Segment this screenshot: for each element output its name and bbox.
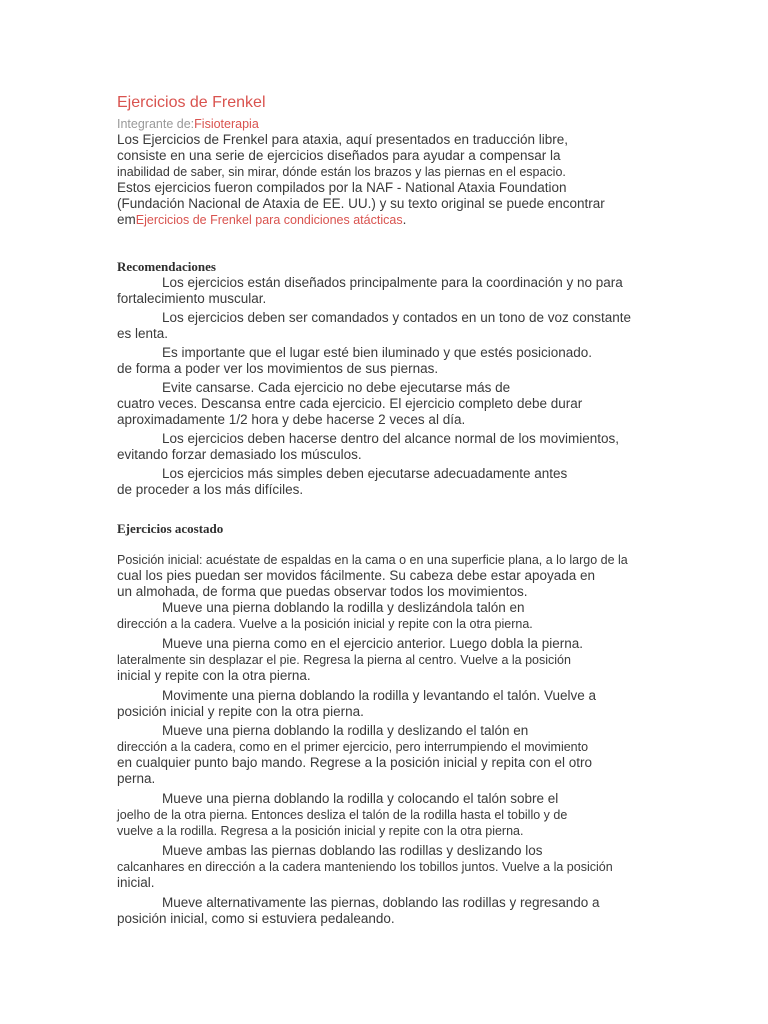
list-item: Los ejercicios más simples deben ejecutarse adecuadamente antes de proceder a los más difíciles.	[117, 466, 568, 497]
list-item: Mueve ambas las piernas doblando las rodillas y deslizando los calcanhares en dirección a la cadera manteniendo los tobillos juntos. Vuelve a la posición inicial.	[117, 843, 613, 890]
integrant-prefix: Integrante de:	[117, 117, 195, 131]
intro-line: consiste en una serie de ejercicios diseñados para ayudar a compensar la	[117, 148, 561, 163]
category-link[interactable]: Fisioterapia	[194, 117, 259, 131]
lying-exercises-list	[117, 600, 657, 927]
source-link[interactable]: Ejercicios de Frenkel para condiciones atácticas	[135, 213, 403, 227]
lying-intro: Posición inicial: acuéstate de espaldas en la cama o en una superficie plana, a lo largo de la cual los pies puedan ser movidos fácilmente. Su cabeza debe estar apoyada en un almohada, de forma que puedas observar todos los movimientos.	[117, 553, 628, 599]
section-heading-recommendations: Recomendaciones	[117, 259, 216, 274]
list-item: Evite cansarse. Cada ejercicio no debe ejecutarse más de cuatro veces. Descansa entre cada ejercicio. El ejercicio completo debe durar aproximadamente 1/2 hora y debe hacerse 2 veces al día.	[117, 380, 583, 427]
recommendations-list	[117, 275, 657, 517]
list-item: Movimente una pierna doblando la rodilla y levantando el talón. Vuelve a posición inicial y repite con la otra pierna.	[117, 688, 597, 719]
integrant-line	[117, 116, 657, 132]
list-item	[117, 501, 657, 517]
list-item: Mueve una pierna doblando la rodilla y deslizando el talón en dirección a la cadera, como en el primer ejercicio, pero interrumpiendo el movimiento en cualquier punto bajo mando. Regrese a la posición inicial y repita con el otro perna.	[117, 723, 593, 786]
document-content	[117, 94, 657, 927]
intro-paragraph	[117, 132, 657, 228]
section-heading-lying: Ejercicios acostado	[117, 521, 224, 536]
intro-line: inabilidad de saber, sin mirar, dónde están los brazos y las piernas en el espacio.	[117, 165, 566, 179]
intro-line: (Fundación Nacional de Ataxia de EE. UU.) y su texto original se puede encontrar	[117, 196, 605, 211]
list-item: Los ejercicios deben hacerse dentro del alcance normal de los movimientos, evitando forzar demasiado los músculos.	[117, 431, 619, 462]
list-item: Los ejercicios deben ser comandados y contados en un tono de voz constante es lenta.	[117, 310, 632, 341]
list-item: Mueve una pierna como en el ejercicio anterior. Luego dobla la pierna. lateralmente sin desplazar el pie. Regresa la pierna al centro. Vuelve a la posición inicial y repite con la otra pierna.	[117, 636, 584, 683]
list-item: Mueve una pierna doblando la rodilla y deslizándola talón en dirección a la cadera. Vuelve a la posición inicial y repite con la otra pierna.	[117, 600, 533, 631]
page-title: Ejercicios de Frenkel	[117, 94, 266, 111]
list-item: Mueve una pierna doblando la rodilla y colocando el talón sobre el joelho de la otra pierna. Entonces desliza el talón de la rodilla hasta el tobillo y de vuelve a la rodilla. Regresa a la posición inicial y repite con la otra pierna.	[117, 791, 568, 838]
list-item: Es importante que el lugar esté bien iluminado y que estés posicionado. de forma a poder ver los movimientos de sus piernas.	[117, 345, 593, 376]
intro-line: Estos ejercicios fueron compilados por la NAF - National Ataxia Foundation	[117, 180, 567, 195]
list-item: Mueve alternativamente las piernas, doblando las rodillas y regresando a posición inicial, como si estuviera pedaleando.	[117, 895, 600, 926]
list-item: Los ejercicios están diseñados principalmente para la coordinación y no para fortalecimiento muscular.	[117, 275, 623, 306]
intro-line: emEjercicios de Frenkel para condiciones atácticas.	[117, 212, 407, 227]
intro-line: Los Ejercicios de Frenkel para ataxia, aquí presentados en traducción libre,	[117, 132, 569, 147]
